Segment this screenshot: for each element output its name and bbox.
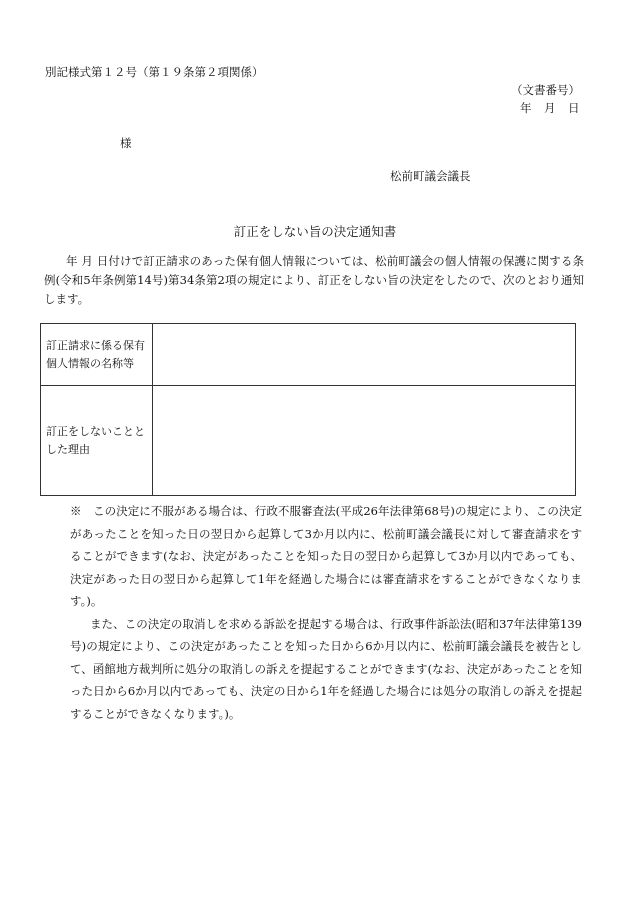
sender-name: 松前町議会議長 xyxy=(390,169,471,183)
document-number: （文書番号） xyxy=(511,83,580,97)
table-row xyxy=(41,324,576,386)
addressee: 様 xyxy=(120,136,132,150)
row1-value xyxy=(153,324,576,386)
form-identifier: 別記様式第１２号（第１９条第２項関係） xyxy=(45,65,264,79)
note-appeal: ※ この決定に不服がある場合は、行政不服審査法(平成26年法律第68号)の規定により、この決定があったことを知った日の翌日から起算して3か月以内に、松前町議会議長に対して審査請求をすることができます(なお、決定があったことを知った日の翌日から起算して3か月以内であっても、決定があった日の翌日から起算して1年を経過した場合には審査請求をすることができなくなります。)。 xyxy=(70,504,582,608)
info-table xyxy=(40,323,576,496)
document-title: 訂正をしない旨の決定通知書 xyxy=(233,224,397,239)
row2-label: 訂正をしないこととした理由 xyxy=(41,386,153,496)
row1-label: 訂正請求に係る保有個人情報の名称等 xyxy=(41,324,153,386)
intro-paragraph: 年 月 日付けで訂正請求のあった保有個人情報については、松前町議会の個人情報の保護に関する条例(令和5年条例第14号)第34条第2項の規定により、訂正をしない旨の決定をしたので、次のとおり通知します。 xyxy=(44,254,584,306)
date-line: 年 月 日 xyxy=(520,101,580,115)
notes-section xyxy=(70,500,582,725)
table-row xyxy=(41,386,576,496)
note-lawsuit: また、この決定の取消しを求める訴訟を提起する場合は、行政事件訴訟法(昭和37年法律第139号)の規定により、この決定があったことを知った日から6か月以内に、松前町議会議長を被告として、函館地方裁判所に処分の取消しの訴えを提起することができます(なお、決定があったことを知った日から6か月以内であっても、決定の日から1年を経過した場合には処分の取消しの訴えを提起することができなくなります。)。 xyxy=(70,616,582,721)
row2-value xyxy=(153,386,576,496)
